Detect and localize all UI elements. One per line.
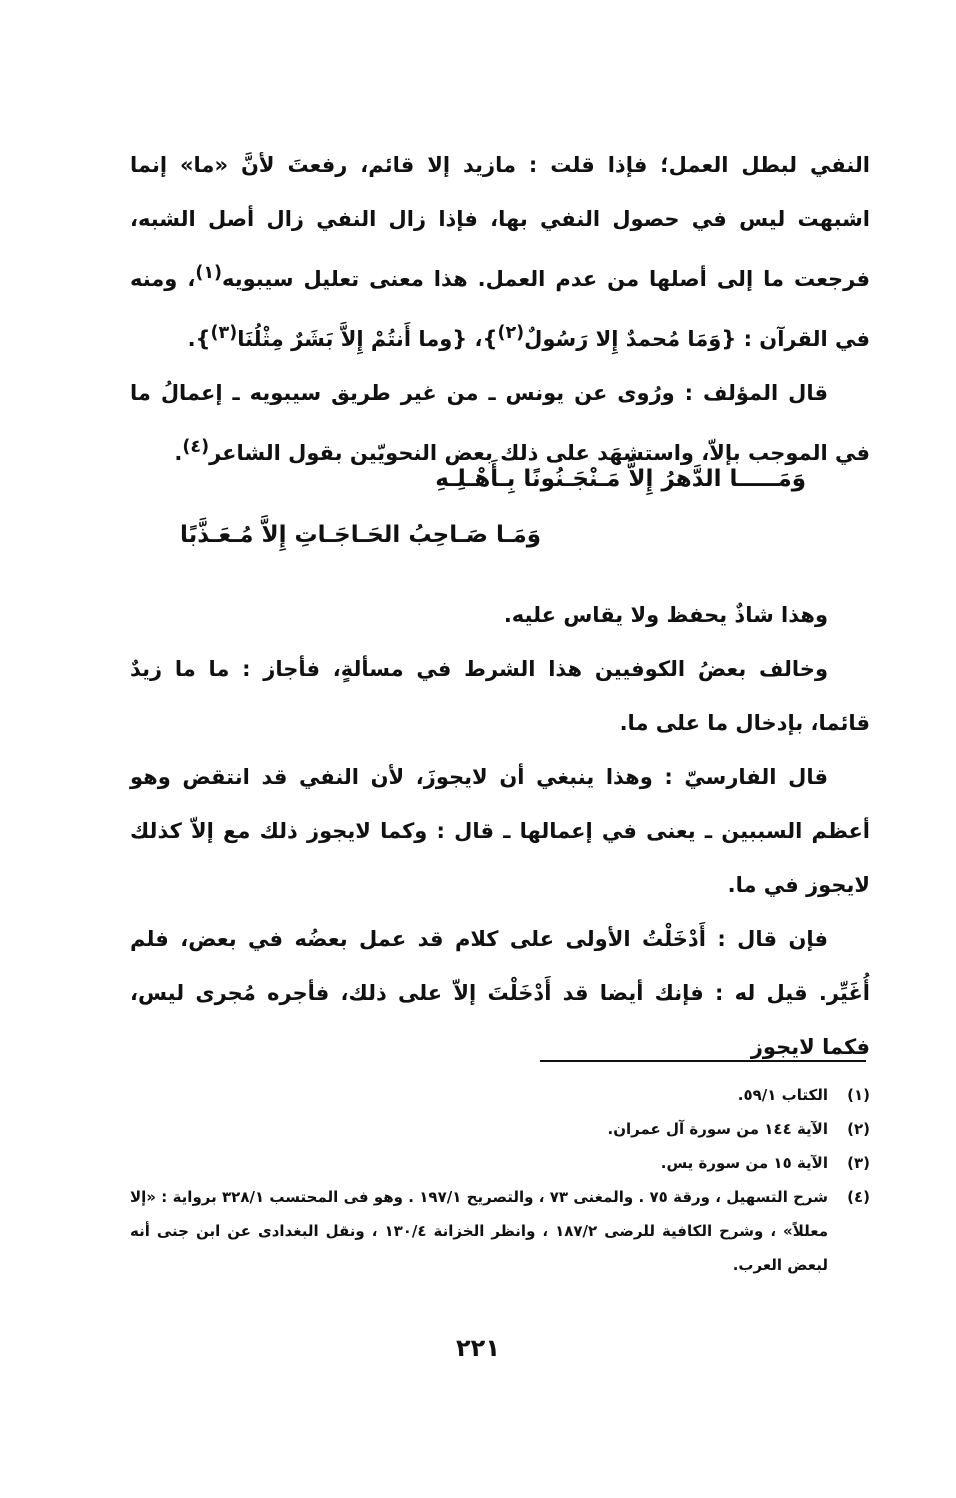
verse-line-2: وَمَـا صَـاحِبُ الحَـاجَـاتِ إِلاَّ مُـعَـذَّبًا (180, 522, 542, 548)
page-number: ٢٢١ (456, 1334, 500, 1362)
footnote-text: شرح التسهيل ، ورقة ٧٥ . والمغنى ٧٣ ، والتصريح ١٩٧/١ . وهو فى المحتسب ٣٢٨/١ برواية : «إلا معللاً» ، وشرح الكافية للرضى ١٨٧/٢ ، وانظر الخزانة ١٣٠/٤ ، ونقل البغدادى عن ابن جنى أنه لبعض العرب. (130, 1188, 829, 1274)
footnote-number: (٢) (847, 1120, 870, 1138)
paragraph-5: قال الفارسيّ : وهذا ينبغي أن لايجوزَ، لأن النفي قد انتقض وهو أعظم السببين ـ يعنى في إعمالها ـ قال : وكما لايجوز ذلك مع إلاّ كذلك لايجوز في ما. (130, 765, 870, 897)
paragraph-2: قال المؤلف : ورُوى عن يونس ـ من غير طريق سيبويه ـ إعمالُ ما في الموجب بإلاّ، واستشهَد على ذلك بعض النحويّين بقول الشاعر$^{(٤)}$. (130, 381, 870, 465)
footnote-number: (٣) (847, 1154, 870, 1172)
main-text (130, 138, 870, 1074)
footnote-4 (130, 1180, 870, 1282)
paragraph-3: وهذا شاذٌ يحفظ ولا يقاس عليه. (503, 603, 828, 627)
footnote-separator (540, 1060, 866, 1062)
footnote-text: الكتاب ٥٩/١. (737, 1086, 828, 1104)
footnote-2 (130, 1112, 870, 1146)
footnote-number: (١) (847, 1086, 870, 1104)
footnote-text: الآية ١٤٤ من سورة آل عمران. (607, 1120, 828, 1138)
footnote-number: (٤) (847, 1188, 870, 1206)
paragraph-6: فإن قال : أَدْخَلْتُ الأولى على كلام قد عمل بعضُه في بعض، فلم أُغَيِّر. قيل له : فإنك أيضا قد أَدْخَلْتَ إلاّ على ذلك، فأجره مُجرى ليس، فكما لايجوز (130, 927, 870, 1059)
footnotes (130, 1078, 870, 1282)
footnote-ref-2: (٢) (497, 323, 525, 343)
footnote-3 (130, 1146, 870, 1180)
footnote-text: الآية ١٥ من سورة يس. (660, 1154, 828, 1172)
paragraph-1: النفي لبطل العمل؛ فإذا قلت : مازيد إلا قائم، رفعتَ لأنَّ «ما» إنما اشبهت ليس في حصول النفي بها، فإذا زال النفي زال أصل الشبه، فرجعت ما إلى أصلها من عدم العمل. هذا معنى تعليل سيبويه$^{(١)}$، ومنه في القرآن : {وَمَا مُحمدٌ إِلا رَسُولٌ$^{(٢)}$}، {وما أَنتُمْ إِلاَّ بَشَرٌ مِثْلُنَا$^{(٣)}$}. (130, 153, 870, 351)
footnote-ref-1: (١) (195, 263, 222, 283)
footnote-ref-3: (٣) (210, 323, 238, 343)
footnote-1 (130, 1078, 870, 1112)
paragraph-4: وخالف بعضُ الكوفيين هذا الشرط في مسألةٍ، فأجاز : ما ما زيدٌ قائما، بإدخال ما على ما. (130, 657, 870, 735)
verse-line-1: وَمَـــــا الدَّهرُ إِلاَّ مَـنْجَـنُونًا بِـأَهْـلِـهِ (435, 466, 806, 492)
footnote-ref-4: (٤) (182, 437, 210, 457)
